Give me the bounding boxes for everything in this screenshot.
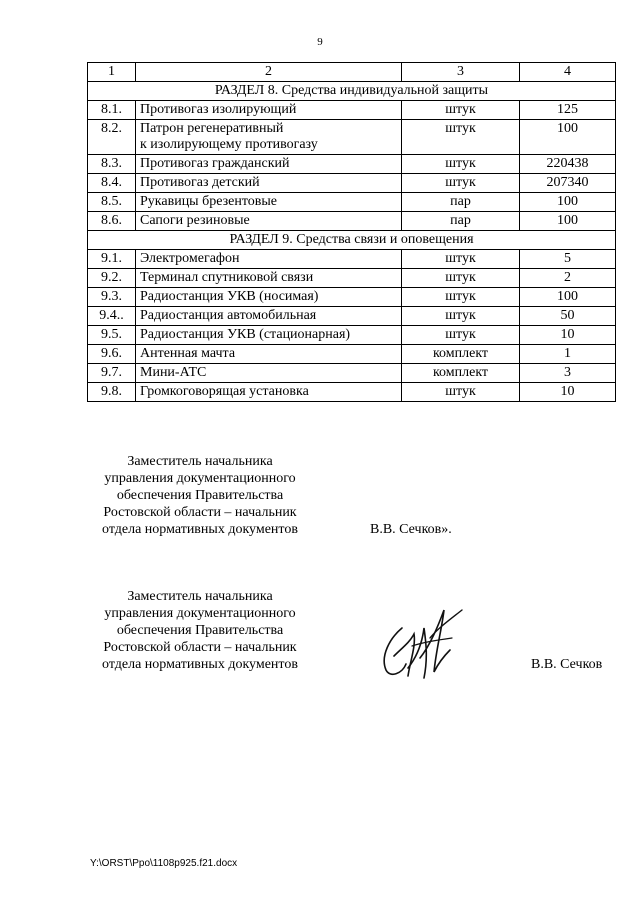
row-unit: пар [402, 212, 520, 231]
table-row [88, 307, 616, 326]
row-number: 9.8. [88, 383, 136, 402]
section-row [88, 231, 616, 250]
handwritten-signature [372, 598, 468, 682]
row-name: Радиостанция автомобильная [136, 307, 402, 326]
row-name-line1: Патрон регенеративный [140, 121, 284, 136]
section-title: РАЗДЕЛ 9. Средства связи и оповещения [88, 231, 616, 250]
row-quantity: 2 [520, 269, 616, 288]
row-number: 9.3. [88, 288, 136, 307]
row-number: 9.7. [88, 364, 136, 383]
signatory-title-2 [92, 588, 308, 673]
row-name: Противогаз гражданский [136, 155, 402, 174]
row-unit: штук [402, 174, 520, 193]
row-number: 9.4.. [88, 307, 136, 326]
row-quantity: 10 [520, 326, 616, 345]
column-header: 3 [402, 63, 520, 82]
table-row [88, 269, 616, 288]
section-row [88, 82, 616, 101]
row-quantity: 100 [520, 288, 616, 307]
table-row [88, 364, 616, 383]
table-row [88, 120, 616, 155]
signatory-line: отдела нормативных документов [102, 657, 298, 672]
row-name: Противогаз детский [136, 174, 402, 193]
table-row [88, 101, 616, 120]
row-quantity: 50 [520, 307, 616, 326]
signatory-line: Заместитель начальника [127, 589, 273, 604]
row-name: Антенная мачта [136, 345, 402, 364]
row-name: Громкоговорящая установка [136, 383, 402, 402]
row-name: Рукавицы брезентовые [136, 193, 402, 212]
row-name [136, 120, 402, 155]
row-unit: комплект [402, 345, 520, 364]
row-name: Электромегафон [136, 250, 402, 269]
signatory-name-2: В.В. Сечков [531, 657, 603, 672]
column-header: 4 [520, 63, 616, 82]
row-number: 8.4. [88, 174, 136, 193]
row-name-line2: к изолирующему противогазу [140, 137, 318, 152]
row-quantity: 3 [520, 364, 616, 383]
row-number: 9.6. [88, 345, 136, 364]
table-row [88, 383, 616, 402]
row-quantity: 207340 [520, 174, 616, 193]
row-name: Радиостанция УКВ (носимая) [136, 288, 402, 307]
table-row [88, 155, 616, 174]
signatory-line: Заместитель начальника [127, 454, 273, 469]
row-quantity: 100 [520, 193, 616, 212]
row-quantity: 125 [520, 101, 616, 120]
signatory-line: обеспечения Правительства [116, 488, 284, 503]
row-quantity: 1 [520, 345, 616, 364]
signatory-line: управления документационного [104, 606, 296, 621]
equipment-table [87, 62, 616, 402]
row-number: 8.3. [88, 155, 136, 174]
row-number: 8.6. [88, 212, 136, 231]
table-row [88, 326, 616, 345]
page-number: 9 [317, 36, 323, 48]
signatory-line: управления документационного [104, 471, 296, 486]
row-number: 8.2. [88, 120, 136, 155]
file-path-footer: Y:\ORST\Ppo\1108p925.f21.docx [90, 858, 238, 869]
row-number: 8.1. [88, 101, 136, 120]
table-header-row [88, 63, 616, 82]
row-quantity: 5 [520, 250, 616, 269]
row-unit: штук [402, 155, 520, 174]
row-name: Терминал спутниковой связи [136, 269, 402, 288]
table-row [88, 174, 616, 193]
row-unit: штук [402, 307, 520, 326]
row-name: Радиостанция УКВ (стационарная) [136, 326, 402, 345]
signatory-line: обеспечения Правительства [116, 623, 284, 638]
row-number: 9.1. [88, 250, 136, 269]
row-unit: штук [402, 269, 520, 288]
row-unit: штук [402, 101, 520, 120]
row-number: 8.5. [88, 193, 136, 212]
row-quantity: 100 [520, 212, 616, 231]
row-name: Мини-АТС [136, 364, 402, 383]
row-unit: штук [402, 120, 520, 155]
row-number: 9.2. [88, 269, 136, 288]
row-unit: штук [402, 250, 520, 269]
signatory-line: Ростовской области – начальник [103, 640, 297, 655]
row-unit: комплект [402, 364, 520, 383]
row-quantity: 10 [520, 383, 616, 402]
signatory-line: отдела нормативных документов [102, 522, 298, 537]
row-unit: штук [402, 383, 520, 402]
table-row [88, 212, 616, 231]
row-unit: пар [402, 193, 520, 212]
column-header: 1 [88, 63, 136, 82]
table-row [88, 345, 616, 364]
table-row [88, 193, 616, 212]
row-unit: штук [402, 326, 520, 345]
row-name: Сапоги резиновые [136, 212, 402, 231]
table-row [88, 288, 616, 307]
section-title: РАЗДЕЛ 8. Средства индивидуальной защиты [88, 82, 616, 101]
row-unit: штук [402, 288, 520, 307]
signatory-line: Ростовской области – начальник [103, 505, 297, 520]
signatory-title-1 [92, 453, 308, 538]
signatory-name-1: В.В. Сечков». [370, 522, 452, 537]
row-number: 9.5. [88, 326, 136, 345]
row-name: Противогаз изолирующий [136, 101, 402, 120]
row-quantity: 220438 [520, 155, 616, 174]
row-quantity: 100 [520, 120, 616, 155]
column-header: 2 [136, 63, 402, 82]
table-row [88, 250, 616, 269]
